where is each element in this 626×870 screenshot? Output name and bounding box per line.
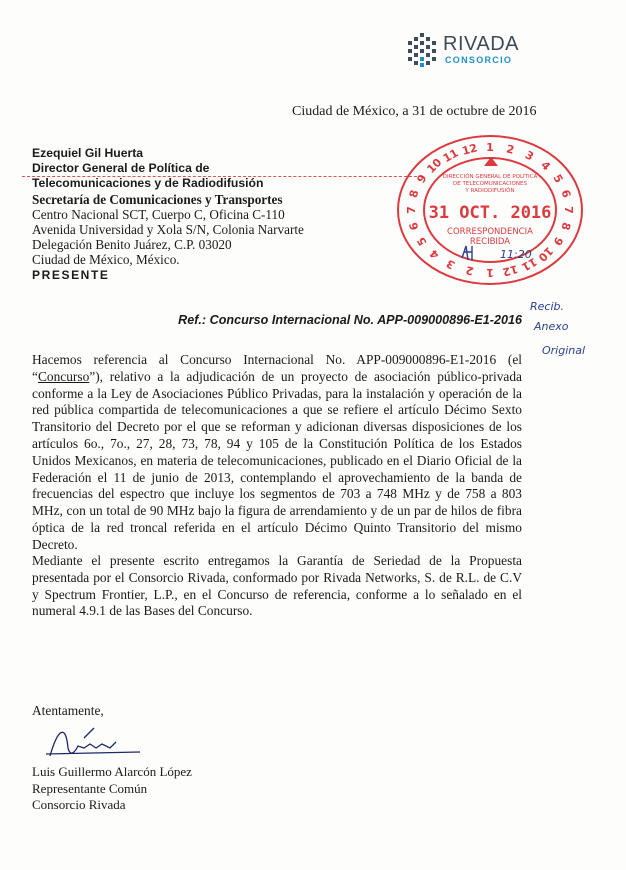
stamp-received: CORRESPONDENCIA (447, 227, 533, 237)
recipient-title-1: Director General de Política de (32, 161, 210, 176)
recipient-address-4: Ciudad de México, México. (32, 252, 180, 268)
signer-role: Representante Común (32, 780, 148, 796)
body-paragraph-2: Mediante el presente escrito entregamos la Garantía de Seriedad de la Propuesta presentada por el Consorcio Rivada, conformado por Rivada Networks, S. de R.L. de C.V y Spectrum Frontier, L.P., en el Concurso de referencia, conforme a lo señalado en el numeral 4.9.1 de las Bases del Concurso. (32, 553, 522, 619)
stamp-line-1: DIRECCIÓN GENERAL DE POLÍTICA (442, 174, 538, 180)
logo-name: RIVADA (443, 33, 519, 55)
stamp-hour-number: 1 (486, 141, 494, 154)
recipient-address-3: Delegación Benito Juárez, C.P. 03020 (32, 237, 232, 253)
stamp-hour-number: 10 (424, 155, 445, 176)
stamp-hour-number: 6 (406, 220, 422, 232)
letter-date: Ciudad de México, a 31 de octubre de 2016 (292, 104, 537, 119)
stamp-hour-number: 11 (519, 254, 540, 274)
stamp-hour-number: 11 (440, 146, 461, 166)
stamp-hour-number: 9 (414, 172, 430, 186)
stamp-hour-number: 3 (444, 256, 458, 272)
logo-subtitle: CONSORCIO (445, 55, 513, 65)
closing: Atentamente, (32, 703, 104, 718)
recipient-title-2: Telecomunicaciones y de Radiodifusión (32, 176, 264, 191)
stamp-hour-number: 5 (550, 172, 566, 186)
stamp-hour-number: 7 (405, 206, 418, 214)
p1-intro: Hacemos referencia al Concurso Internacional No. APP-009000896-E1-2016 (el “ (32, 352, 522, 384)
stamp-hour-number: 4 (538, 158, 553, 174)
rivada-logo (405, 32, 535, 72)
recipient-org: Secretaría de Comunicaciones y Transportes (32, 191, 283, 207)
stamp-date: 31 OCT. 2016 (428, 203, 552, 223)
stamp-hour-number: 3 (522, 148, 536, 164)
body-paragraph-1 (32, 352, 522, 554)
stamp-hour-number: 10 (535, 244, 556, 265)
signer-name: Luis Guillermo Alarcón López (32, 764, 192, 779)
recipient-block (32, 146, 304, 283)
stamp-hour-number: 12 (501, 262, 520, 279)
note-line-3: Original (542, 344, 586, 357)
stamp-line-3: Y RADIODIFUSIÓN (465, 188, 515, 194)
signer-block (32, 764, 192, 814)
red-scan-line (22, 176, 422, 177)
stamp-line-2: DE TELECOMUNICACIONES (453, 181, 527, 187)
note-line-2: Anexo (534, 320, 569, 333)
stamp-hour-number: 8 (406, 188, 422, 200)
stamp-hour-number: 2 (464, 263, 476, 278)
recipient-name: Ezequiel Gil Huerta (32, 146, 144, 160)
stamp-hour-number: 4 (427, 246, 442, 262)
stamp-hour-number: 2 (504, 142, 516, 157)
stamp-hour-number: 9 (550, 234, 566, 248)
note-line-1: Recib. (530, 300, 564, 313)
stamp-hour-number: 6 (558, 188, 574, 200)
stamp-hour-number: 7 (562, 206, 575, 214)
reception-stamp (392, 130, 588, 290)
signer-org: Consorcio Rivada (32, 797, 126, 812)
stamp-time: 11:20 (500, 248, 532, 261)
presente-label: PRESENTE (32, 267, 110, 282)
stamp-hour-number: 8 (558, 220, 574, 232)
handwritten-note (528, 296, 618, 362)
signature (44, 718, 144, 766)
stamp-received-2: RECIBIDA (469, 237, 511, 247)
stamp-hour-number: 5 (414, 234, 430, 248)
reference-line: Ref.: Concurso Internacional No. APP-009000896-E1-2016 (178, 313, 522, 327)
stamp-hour-number: 1 (486, 266, 494, 279)
cube-logo-icon (405, 32, 439, 68)
concurso-term: Concurso (37, 368, 90, 384)
p1-rest: ”), relativo a la adjudicación de un proyecto de asociación público-privada conforme a la Ley de Asociaciones Público Privadas, para la instalación y operación de la red pública compartida de telecomunicaciones a que se refiere el artículo Décimo Sexto Transitorio del Decreto por el que se reforman y adicionan diversas disposiciones de los artículos 6o., 7o., 27, 28, 73, 78, 94 y 105 de la Constitución Política de los Estados Unidos Mexicanos, en materia de telecomunicaciones, publicado en el Diario Oficial de la Federación el 11 de junio de 2013, contemplando el aprovechamiento de la banda de frecuencias del espectro que incluye los segmentos de 703 a 748 MHz y de 758 a 803 MHz, con un total de 90 MHz bajo la figura de arrendamiento y de un par de hilos de fibra óptica de la red troncal referida en el artículo Décimo Quinto Transitorio del mismo Decreto. (32, 368, 522, 552)
recipient-address-2: Avenida Universidad y Xola S/N, Colonia Narvarte (32, 222, 304, 238)
stamp-hour-number: 12 (460, 141, 479, 158)
recipient-address-1: Centro Nacional SCT, Cuerpo C, Oficina C-110 (32, 206, 285, 222)
